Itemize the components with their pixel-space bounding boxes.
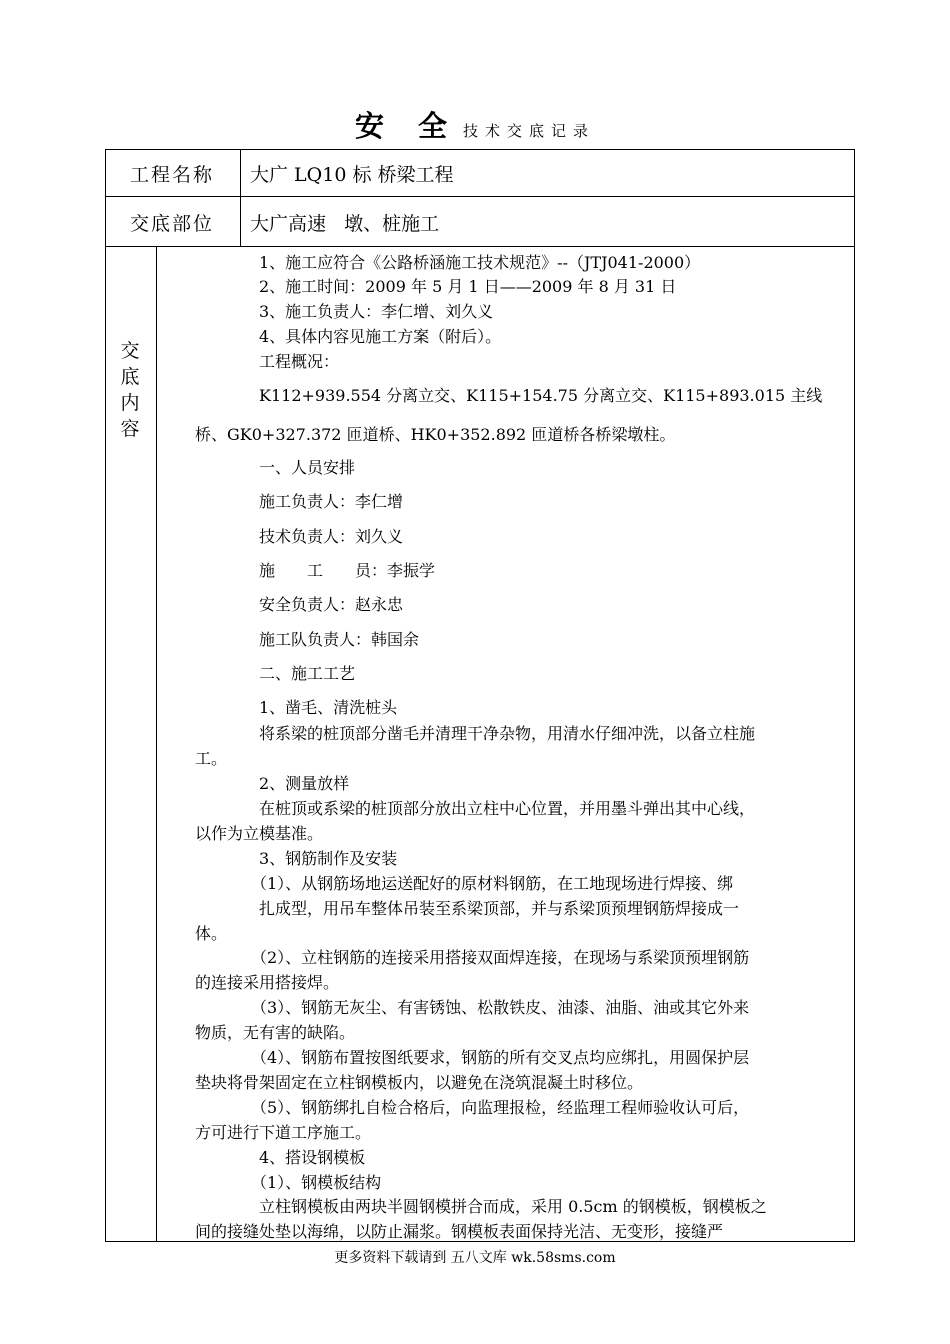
content-line: 1、凿毛、清洗桩头	[195, 698, 398, 717]
content-label-char: 内	[120, 392, 140, 414]
project-name-value: 大广 LQ10 标 桥梁工程	[250, 164, 454, 186]
content-line: 4、搭设钢模板	[195, 1148, 366, 1167]
content-line: K112+939.554 分离立交、K115+154.75 分离立交、K115+893.015 主线	[195, 386, 823, 405]
content-label-char: 底	[120, 366, 140, 388]
content-line: 施 工 员：李振学	[195, 561, 436, 580]
handover-part-label: 交底部位	[130, 213, 215, 235]
content-line: 4、具体内容见施工方案（附后）。	[195, 327, 502, 346]
project-name-label: 工程名称	[130, 164, 215, 186]
row-separator-2	[105, 246, 855, 247]
content-line: （4）、钢筋布置按图纸要求，钢筋的所有交叉点均应绑扎，用圆保护层	[195, 1048, 750, 1067]
content-line: 施工负责人：李仁增	[195, 492, 404, 511]
title-sub: 技术交底记录	[463, 122, 596, 140]
content-line: 3、施工负责人：李仁增、刘久义	[195, 302, 494, 321]
content-line: 扎成型，用吊车整体吊装至系梁顶部，并与系梁顶预埋钢筋焊接成一	[195, 899, 740, 918]
content-line: 的连接采用搭接焊。	[195, 973, 340, 992]
content-line: 1、施工应符合《公路桥涵施工技术规范》--（JTJ041-2000）	[195, 253, 701, 272]
content-line: 二、施工工艺	[195, 664, 356, 683]
content-line: 技术负责人：刘久义	[195, 527, 404, 546]
content-line: （1）、从钢筋场地运送配好的原材料钢筋，在工地现场进行焊接、绑	[195, 874, 734, 893]
content-label-divider	[156, 246, 157, 1242]
content-line: （1）、钢模板结构	[195, 1173, 382, 1192]
content-line: 工。	[195, 749, 228, 768]
handover-part-value: 大广高速 墩、桩施工	[250, 213, 440, 235]
content-line: 工程概况：	[195, 352, 340, 371]
content-line: 2、测量放样	[195, 774, 350, 793]
content-line: 在桩顶或系梁的桩顶部分放出立柱中心位置，并用墨斗弹出其中心线，	[195, 799, 756, 818]
content-line: 一、人员安排	[195, 458, 356, 477]
content-line: 方可进行下道工序施工。	[195, 1123, 372, 1142]
content-line: （2）、立柱钢筋的连接采用搭接双面焊连接，在现场与系梁顶预埋钢筋	[195, 948, 750, 967]
content-line: 安全负责人：赵永忠	[195, 595, 404, 614]
content-line: （3）、钢筋无灰尘、有害锈蚀、松散铁皮、油漆、油脂、油或其它外来	[195, 998, 750, 1017]
row-separator-1	[105, 196, 855, 197]
footer-note: 更多资料下载请到 五八文库 wk.58sms.com	[334, 1250, 616, 1266]
content-line: 间的接缝处垫以海绵，以防止漏浆。钢模板表面保持光洁、无变形，接缝严	[195, 1222, 724, 1241]
content-line: 2、施工时间：2009 年 5 月 1 日——2009 年 8 月 31 日	[195, 277, 677, 296]
title-main: 安 全	[354, 109, 460, 143]
content-line: 物质，无有害的缺陷。	[195, 1023, 356, 1042]
document-title	[0, 104, 950, 145]
content-line: 3、钢筋制作及安装	[195, 849, 398, 868]
content-line: （5）、钢筋绑扎自检合格后，向监理报检，经监理工程师验收认可后，	[195, 1098, 750, 1117]
content-line: 将系梁的桩顶部分凿毛并清理干净杂物，用清水仔细冲洗，以备立柱施	[195, 724, 756, 743]
content-line: 垫块将骨架固定在立柱钢模板内，以避免在浇筑混凝土时移位。	[195, 1073, 644, 1092]
content-line: 体。	[195, 924, 228, 943]
content-line: 立柱钢模板由两块半圆钢模拼合而成，采用 0.5cm 的钢模板，钢模板之	[195, 1197, 767, 1216]
content-line: 桥、GK0+327.372 匝道桥、HK0+352.892 匝道桥各桥梁墩柱。	[195, 425, 676, 444]
content-label	[115, 338, 145, 442]
content-line: 施工队负责人：韩国余	[195, 630, 420, 649]
label-divider	[240, 149, 241, 246]
content-line: 以作为立模基准。	[195, 824, 324, 843]
content-label-char: 容	[120, 418, 140, 440]
content-label-char: 交	[120, 340, 140, 362]
